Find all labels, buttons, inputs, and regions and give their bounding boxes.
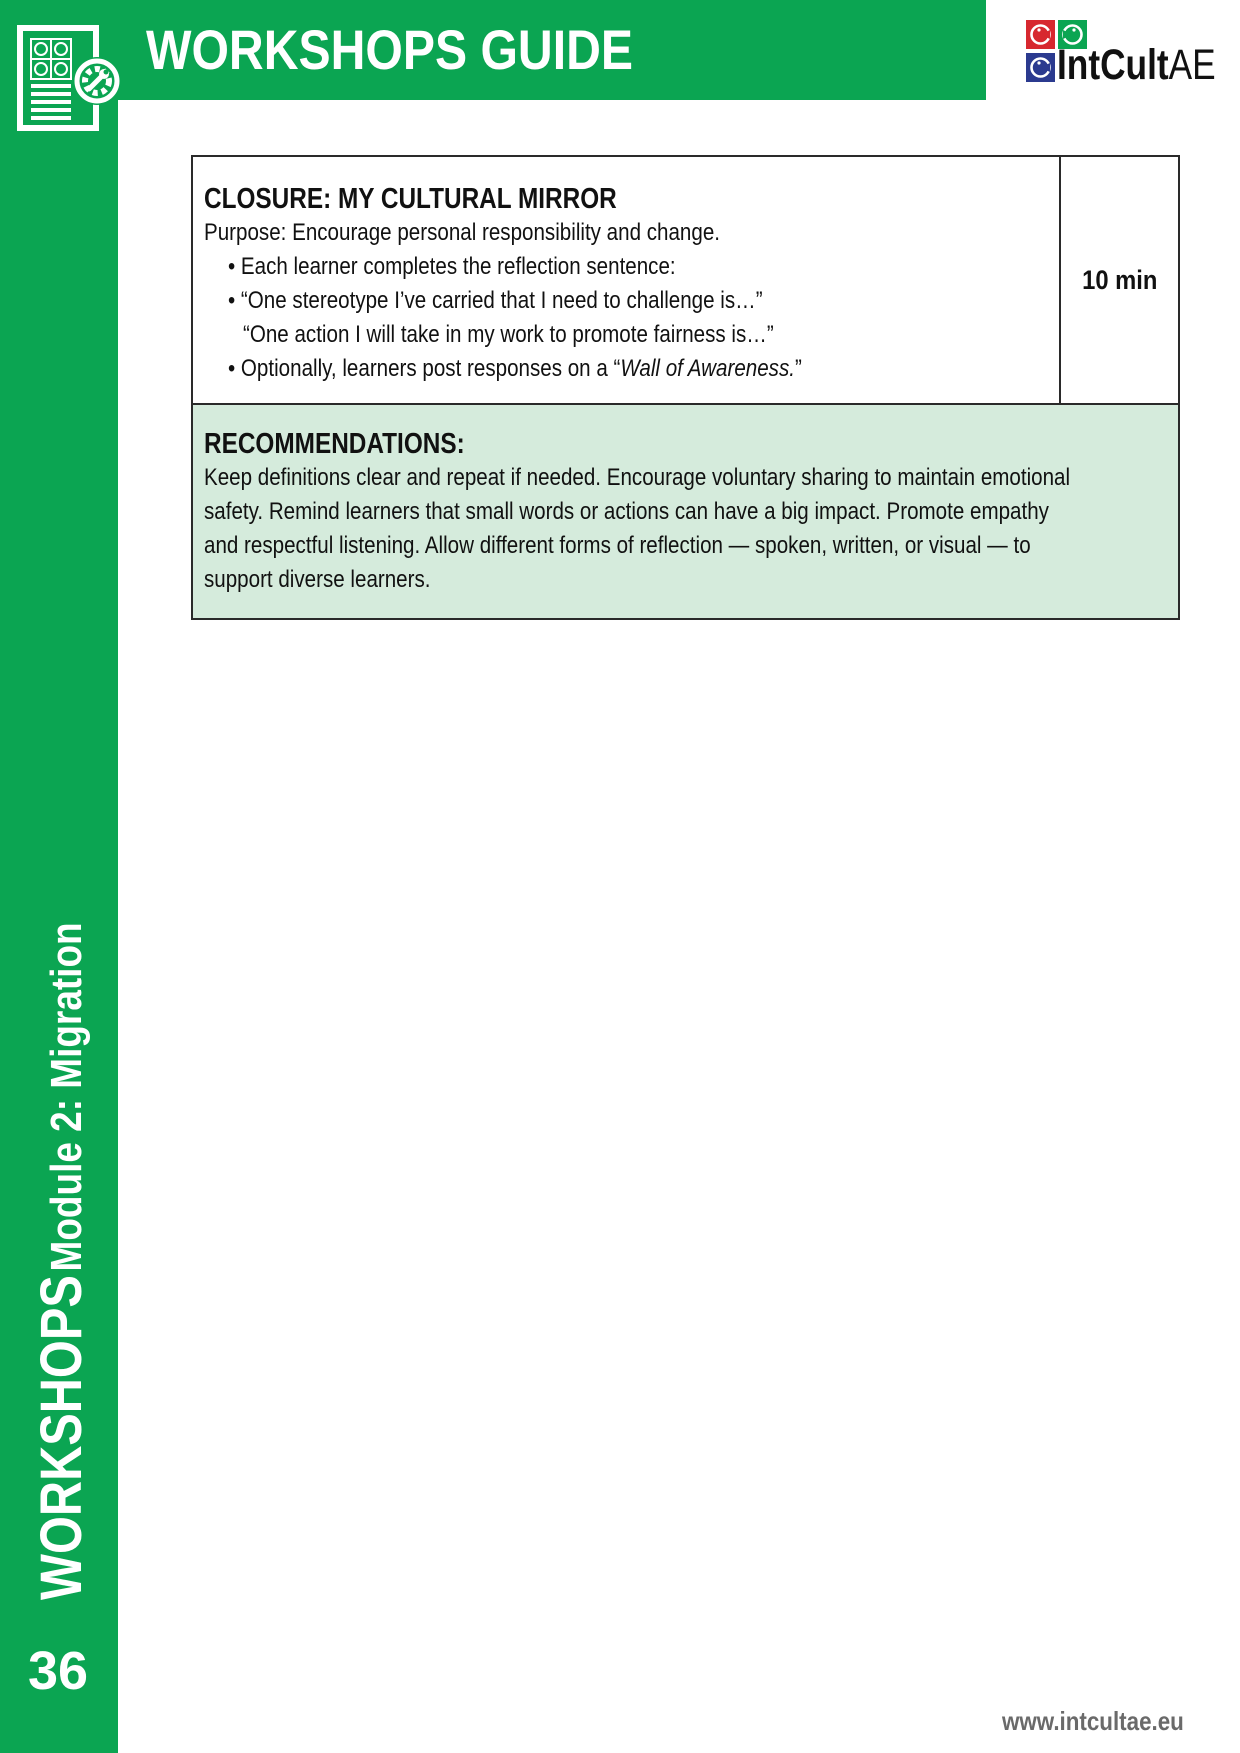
recommendations-line: and respectful listening. Allow different forms of reflection — spoken, written, or visual — to xyxy=(204,532,1031,559)
recommendations-line: Keep definitions clear and repeat if needed. Encourage voluntary sharing to maintain emotional xyxy=(204,464,1071,491)
workshop-guide-icon xyxy=(17,25,121,131)
activity-duration: 10 min xyxy=(1081,264,1158,295)
logo-text: IntCultAE xyxy=(1057,41,1216,89)
footer-website-link[interactable]: www.intcultae.eu xyxy=(1002,1706,1184,1736)
sidebar-label-module: Module 2: Migration xyxy=(42,922,91,1272)
activity-table xyxy=(191,155,1180,620)
activity-description-cell xyxy=(193,157,1061,403)
sidebar-label-workshops: WORKSHOPS xyxy=(29,1275,94,1600)
intcultae-logo xyxy=(1026,20,1216,89)
activity-bullet-1: • Each learner completes the reflection sentence: xyxy=(228,253,676,280)
activity-title: CLOSURE: MY CULTURAL MIRROR xyxy=(204,183,617,215)
activity-row xyxy=(193,157,1178,405)
activity-bullet-2-continued: “One action I will take in my work to promote fairness is…” xyxy=(243,321,774,348)
activity-purpose: Purpose: Encourage personal responsibility and change. xyxy=(204,219,720,246)
activity-duration-cell xyxy=(1061,157,1178,403)
page-title: WORKSHOPS GUIDE xyxy=(146,18,633,81)
page-number: 36 xyxy=(28,1641,89,1701)
activity-bullet-3: • Optionally, learners post responses on a “Wall of Awareness.” xyxy=(228,355,802,382)
logo-blue-square-icon xyxy=(1026,53,1055,82)
recommendations-line: safety. Remind learners that small words or actions can have a big impact. Promote empathy xyxy=(204,498,1049,525)
recommendations-line: support diverse learners. xyxy=(204,566,431,593)
recommendations-title: RECOMMENDATIONS: xyxy=(204,428,465,460)
activity-bullet-2: • “One stereotype I’ve carried that I need to challenge is…” xyxy=(228,287,763,314)
sidebar-section-label xyxy=(28,793,95,1600)
logo-red-square-icon xyxy=(1026,20,1055,49)
recommendations-row xyxy=(193,405,1178,618)
